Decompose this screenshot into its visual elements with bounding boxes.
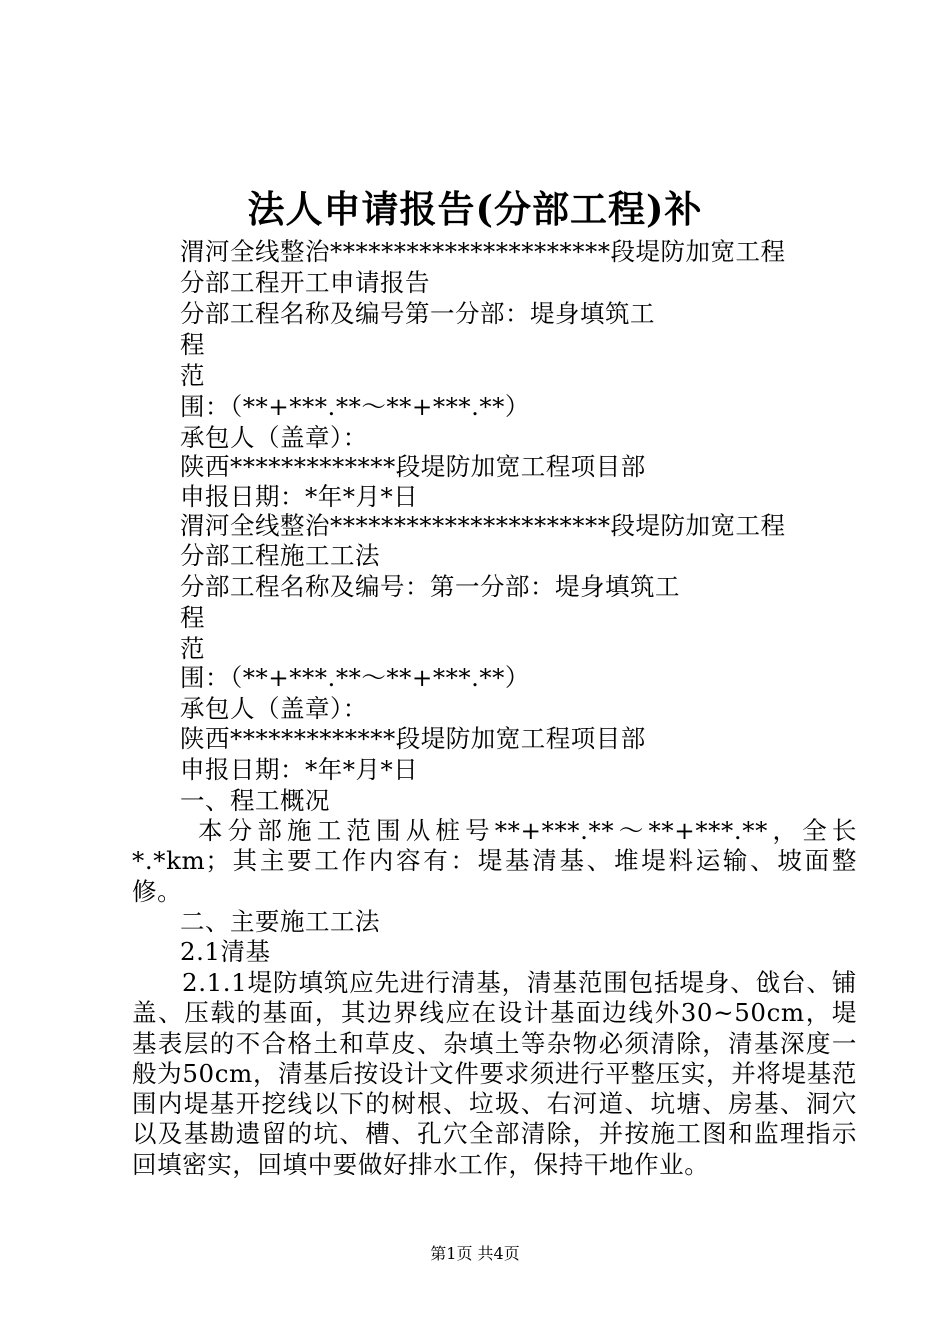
text-line: 申报日期：*年*月*日 — [180, 755, 419, 784]
text-line: 围：（**+***.**～**+***.**） — [180, 392, 530, 421]
text-line: 渭河全线整治**********************段堤防加宽工程 — [180, 511, 786, 540]
text-line: 分部工程名称及编号：第一分部：堤身填筑工 — [180, 572, 680, 601]
section-heading: 二、主要施工工法 — [180, 907, 380, 936]
text-line: 陕西*************段堤防加宽工程项目部 — [180, 452, 646, 481]
document-title: 法人申请报告(分部工程)补 — [247, 187, 703, 231]
text-line: 分部工程施工工法 — [180, 541, 380, 570]
text-line: 分部工程名称及编号第一分部：堤身填筑工 — [180, 299, 655, 328]
text-line: 渭河全线整治**********************段堤防加宽工程 — [180, 237, 786, 266]
page-footer: 第1页 共4页 — [430, 1244, 520, 1263]
text-line: 承包人（盖章）： — [180, 694, 368, 723]
text-line: 申报日期：*年*月*日 — [180, 482, 419, 511]
text-line: 陕西*************段堤防加宽工程项目部 — [180, 724, 646, 753]
paragraph: 本分部施工范围从桩号**+***.**～**+***.**，全长*.*km；其主要工作内容有：堤基清基、堆堤料运输、坡面整修。 — [132, 816, 857, 906]
paragraph: 2.1.1堤防填筑应先进行清基，清基范围包括堤身、戗台、铺盖、压载的基面，其边界线应在设计基面边线外30~50cm，堤基表层的不合格土和草皮、杂填土等杂物必须清除，清基深度一般为50cm，清基后按设计文件要求须进行平整压实，并将堤基范围内堤基开挖线以下的树根、垃圾、右河道、坑塘、房基、洞穴以及基勘遗留的坑、槽、孔穴全部清除，并按施工图和监理指示回填密实，回填中要做好排水工作，保持干地作业。 — [132, 968, 857, 1179]
text-line: 分部工程开工申请报告 — [180, 268, 430, 297]
text-line: 围：（**+***.**～**+***.**） — [180, 663, 530, 692]
section-heading: 一、程工概况 — [180, 786, 330, 815]
text-line: 范 — [180, 634, 205, 663]
subsection-heading: 2.1清基 — [180, 937, 271, 966]
text-line: 程 — [180, 603, 205, 632]
text-line: 承包人（盖章）： — [180, 423, 368, 452]
text-line: 程 — [180, 330, 205, 359]
text-line: 范 — [180, 361, 205, 390]
